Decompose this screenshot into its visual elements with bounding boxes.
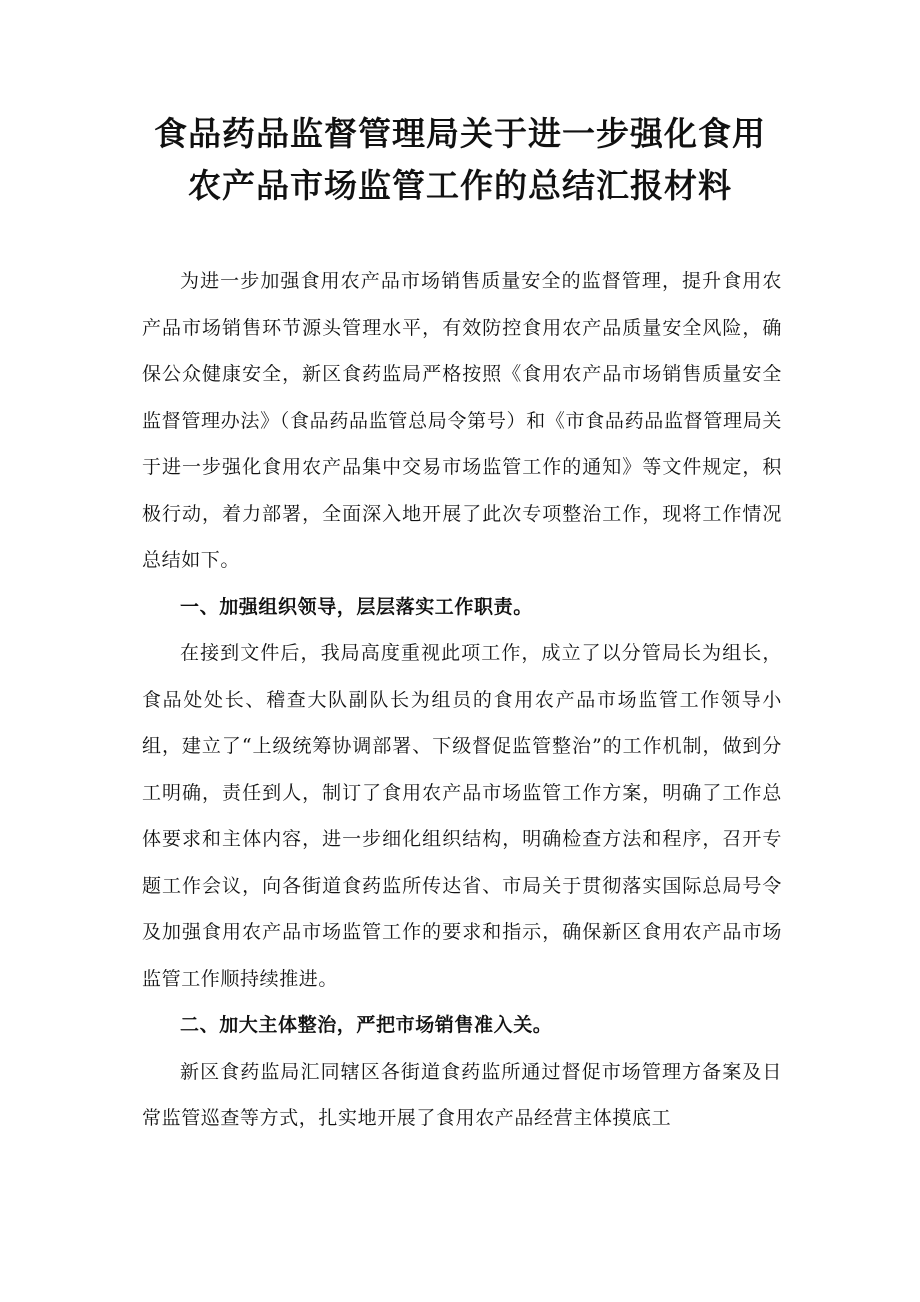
intro-paragraph: 为进一步加强食用农产品市场销售质量安全的监督管理，提升食用农产品市场销售环节源头管理水平，有效防控食用农产品质量安全风险，确保公众健康安全，新区食药监局严格按照《食用农产品市场销售质量安全监督管理办法》（食品药品监管总局令第号）和《市食品药品监督管理局关于进一步强化食用农产品集中交易市场监管工作的通知》等文件规定，积极行动，着力部署，全面深入地开展了此次专项整治工作，现将工作情况总结如下。 [142,270,782,571]
document-body [142,258,782,1142]
title-line-1: 食品药品监督管理局关于进一步强化食用 [154,114,766,153]
section-1-paragraph: 在接到文件后，我局高度重视此项工作，成立了以分管局长为组长，食品处处长、稽查大队副队长为组员的食用农产品市场监管工作领导小组，建立了“上级统筹协调部署、下级督促监管整治”的工作机制，做到分工明确，责任到人，制订了食用农产品市场监管工作方案，明确了工作总体要求和主体内容，进一步细化组织结构，明确检查方法和程序，召开专题工作会议，向各街道食药监所传达省、市局关于贯彻落实国际总局号令及加强食用农产品市场监管工作的要求和指示，确保新区食用农产品市场监管工作顺持续推进。 [142,642,782,990]
section-2-paragraph: 新区食药监局汇同辖区各街道食药监所通过督促市场管理方备案及日常监管巡查等方式，扎实地开展了食用农产品经营主体摸底工 [142,1060,782,1129]
section-1-heading: 一、加强组织领导，层层落实工作职责。 [180,595,533,618]
title-line-2: 农产品市场监管工作的总结汇报材料 [188,166,732,205]
section-2-heading: 二、加大主体整治，严把市场销售准入关。 [180,1014,553,1036]
document-title [110,108,810,212]
